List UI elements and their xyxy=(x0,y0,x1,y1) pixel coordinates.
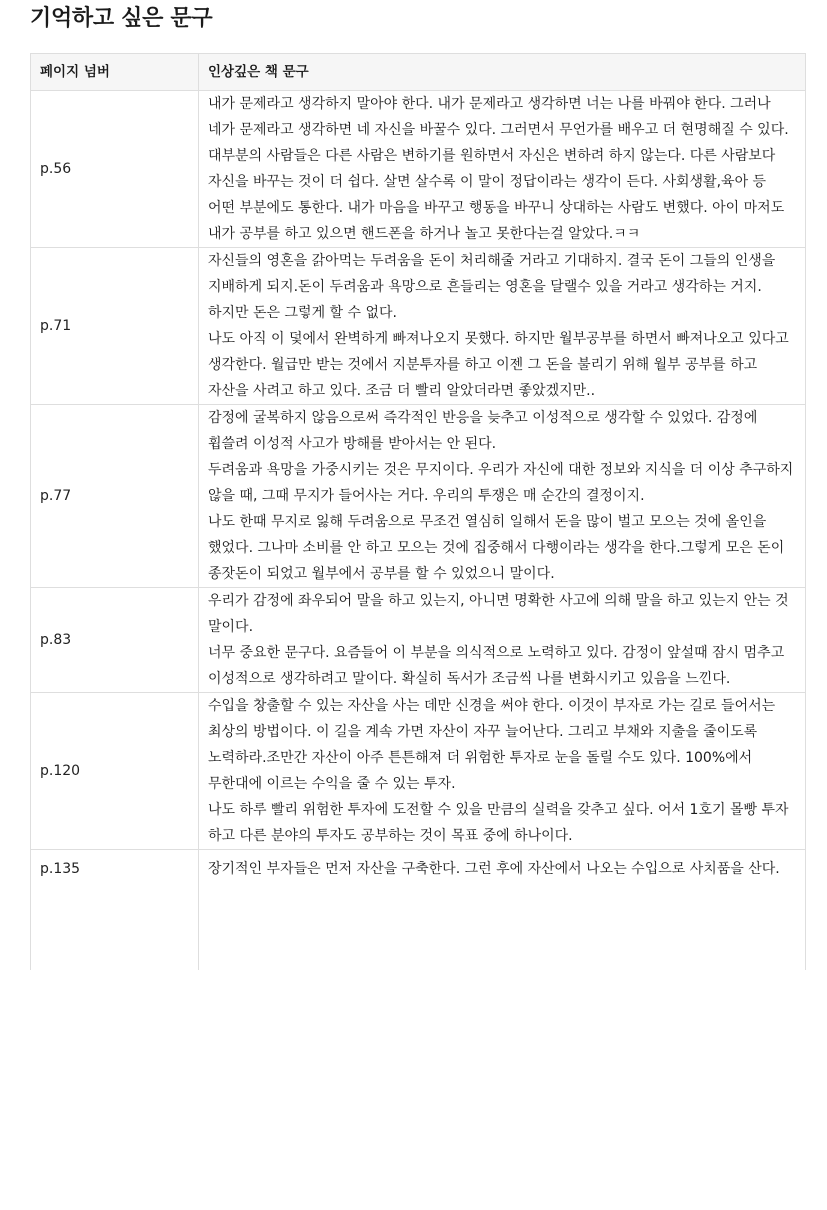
header-page-number: 페이지 넘버 xyxy=(31,54,199,91)
quote-cell xyxy=(199,91,806,248)
table-header-row xyxy=(31,54,806,91)
page-number-cell: p.71 xyxy=(31,248,199,405)
quote-cell xyxy=(199,405,806,588)
table-row xyxy=(31,850,806,971)
table-row xyxy=(31,588,806,693)
page-number-cell: p.135 xyxy=(31,850,199,971)
table-row xyxy=(31,693,806,850)
quote-cell xyxy=(199,248,806,405)
quote-paragraph: 우리가 감정에 좌우되어 말을 하고 있는지, 아니면 명확한 사고에 의해 말을 하고 있는지 안는 것 말이다. xyxy=(208,593,789,635)
quote-paragraph: 너무 중요한 문구다. 요즘들어 이 부분을 의식적으로 노력하고 있다. 감정이 앞설때 잠시 멈추고 이성적으로 생각하려고 말이다. 확실히 독서가 조금씩 나를 변화시키고 있음을 느낀다. xyxy=(208,645,785,687)
quote-paragraph: 나도 하루 빨리 위험한 투자에 도전할 수 있을 만큼의 실력을 갖추고 싶다. 어서 1호기 몰빵 투자 하고 다른 분야의 투자도 공부하는 것이 목표 중에 하나이다. xyxy=(208,802,789,844)
page-number-cell: p.56 xyxy=(31,91,199,248)
quote-paragraph: 나도 아직 이 덫에서 완벽하게 빠져나오지 못했다. 하지만 월부공부를 하면서 빠져나오고 있다고 생각한다. 월급만 받는 것에서 지분투자를 하고 이젠 그 돈을 불리기 위해 월부 공부를 하고 자산을 사려고 하고 있다. 조금 더 빨리 알았더라면 좋았겠지만.. xyxy=(208,331,789,399)
quote-paragraph: 수입을 창출할 수 있는 자산을 사는 데만 신경을 써야 한다. 이것이 부자로 가는 길로 들어서는 최상의 방법이다. 이 길을 계속 가면 자산이 자꾸 늘어난다. 그리고 부채와 지출을 줄이도록 노력하라.조만간 자산이 아주 튼튼해져 더 위험한 투자로 눈을 돌릴 수도 있다. 100%에서 무한대에 이르는 수익을 줄 수 있는 투자. xyxy=(208,698,776,792)
quote-paragraph: 두려움과 욕망을 가중시키는 것은 무지이다. 우리가 자신에 대한 정보와 지식을 더 이상 추구하지 않을 때, 그때 무지가 들어사는 거다. 우리의 투쟁은 매 순간의 결정이지. xyxy=(208,462,794,504)
page-title: 기억하고 싶은 문구 xyxy=(30,6,213,31)
table-row xyxy=(31,91,806,248)
table-row xyxy=(31,405,806,588)
quote-paragraph: 장기적인 부자들은 먼저 자산을 구축한다. 그런 후에 자산에서 나오는 수입으로 사치품을 산다. xyxy=(208,861,780,877)
quote-cell xyxy=(199,588,806,693)
quote-paragraph: 나도 한때 무지로 잃해 두려움으로 무조건 열심히 일해서 돈을 많이 벌고 모으는 것에 올인을 했었다. 그나마 소비를 안 하고 모으는 것에 집중해서 다행이라는 생각을 한다.그렇게 모은 돈이 종잣돈이 되었고 월부에서 공부를 할 수 있었으니 말이다. xyxy=(208,514,785,582)
quote-paragraph: 감정에 굴복하지 않음으로써 즉각적인 반응을 늦추고 이성적으로 생각할 수 있었다. 감정에 휩쓸려 이성적 사고가 방해를 받아서는 안 된다. xyxy=(208,410,758,452)
quote-cell xyxy=(199,693,806,850)
quotes-table xyxy=(30,53,806,970)
quote-paragraph: 자신들의 영혼을 갉아먹는 두려움을 돈이 처리해줄 거라고 기대하지. 결국 돈이 그들의 인생을 지배하게 되지.돈이 두려움과 욕망으로 흔들리는 영혼을 달랠수 있을 거라고 생각하는 거지. 하지만 돈은 그렇게 할 수 없다. xyxy=(208,253,776,321)
page-number-cell: p.120 xyxy=(31,693,199,850)
page-number-cell: p.83 xyxy=(31,588,199,693)
page-number-cell: p.77 xyxy=(31,405,199,588)
quote-paragraph: 내가 문제라고 생각하지 말아야 한다. 내가 문제라고 생각하면 너는 나를 바꿔야 한다. 그러나 네가 문제라고 생각하면 네 자신을 바꿀수 있다. 그러면서 무언가를 배우고 더 현명해질 수 있다. 대부분의 사람들은 다른 사람은 변하기를 원하면서 자신은 변하려 하지 않는다. 다른 사람보다 자신을 바꾸는 것이 더 쉽다. 살면 살수록 이 말이 정답이라는 생각이 든다. 사회생활,육아 등 어떤 부분에도 통한다. 내가 마음을 바꾸고 행동을 바꾸니 상대하는 사람도 변했다. 아이 마저도 내가 공부를 하고 있으면 핸드폰을 하거나 놀고 못한다는걸 알았다.ㅋㅋ xyxy=(208,96,789,242)
table-row xyxy=(31,248,806,405)
header-quote: 인상깊은 책 문구 xyxy=(199,54,806,91)
quote-cell xyxy=(199,850,806,971)
